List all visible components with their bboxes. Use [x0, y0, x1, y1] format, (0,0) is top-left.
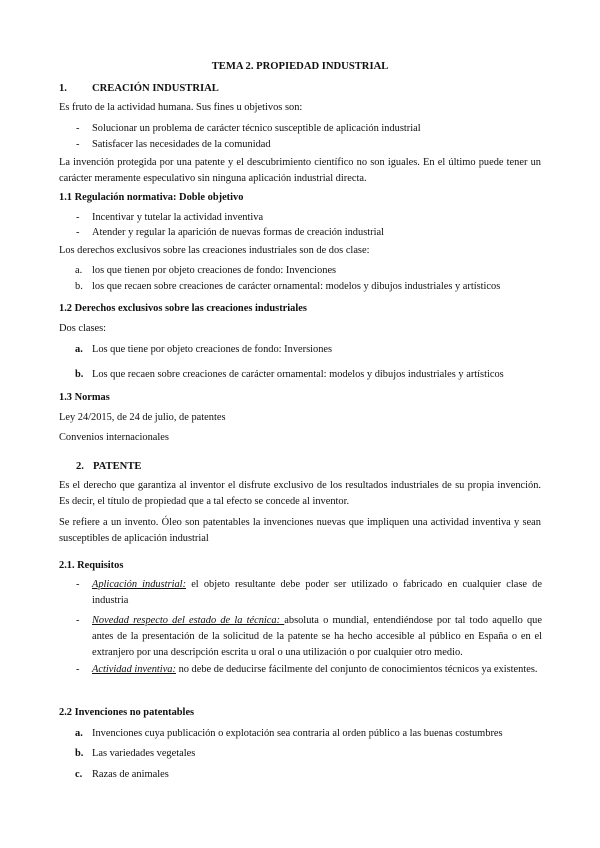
paragraph: Es fruto de la actividad humana. Sus fines u objetivos son: [59, 102, 303, 113]
subsection-heading: 2.1. Requisitos [59, 560, 124, 571]
paragraph: Es el derecho que garantiza al inventor el disfrute exclusivo de los resultados industriales de su propia invención. Es decir, el título de propiedad que a tal efecto se concede al inventor. [59, 480, 541, 507]
requirement-text: absoluta o mundial, entendiéndose por tal todo aquello que antes de la presentación de la solicitud de la patente se ha hecho accesible al público en España o en el extranjero por una descripción escrita u oral o una utilización o por cualquier otro medio. [92, 615, 542, 658]
paragraph: Convenios internacionales [59, 432, 169, 443]
bullet-item: Atender y regular la aparición de nuevas formas de creación industrial [92, 227, 384, 238]
bullet-item: Solucionar un problema de carácter técnico susceptible de aplicación industrial [92, 123, 421, 134]
list-item: Los que tiene por objeto creaciones de fondo: Inversiones [92, 344, 333, 355]
requirement-term: Novedad respecto del estado de la técnica: [92, 615, 285, 626]
bullet-dash: - [76, 227, 80, 238]
subsection-heading: 1.2 Derechos exclusivos sobre las creaciones industriales [59, 303, 307, 314]
paragraph: Los derechos exclusivos sobre las creaciones industriales son de dos clase: [59, 245, 370, 256]
list-item: Razas de animales [92, 769, 169, 780]
subsection-heading: 1.1 Regulación normativa: Doble objetivo [59, 192, 244, 203]
section-number: 1. [59, 83, 67, 94]
list-item: los que recaen sobre creaciones de carácter ornamental: modelos y dibujos industriales y artísticos [92, 281, 501, 292]
bullet-dash: - [76, 139, 80, 150]
list-item: Las variedades vegetales [92, 748, 196, 759]
list-letter: b. [75, 748, 84, 759]
document-title: TEMA 2. PROPIEDAD INDUSTRIAL [211, 61, 389, 72]
requirement-term: Aplicación industrial: [92, 579, 187, 590]
bullet-item: Satisfacer las necesidades de la comunidad [92, 139, 271, 150]
section-number: 2. [76, 461, 84, 472]
list-item: los que tienen por objeto creaciones de fondo: Invenciones [92, 265, 337, 276]
requirement-item [92, 662, 542, 678]
list-item: Invenciones cuya publicación o explotación sea contraria al orden público a las buenas costumbres [92, 728, 503, 739]
requirement-item [92, 613, 542, 661]
paragraph: Ley 24/2015, de 24 de julio, de patentes [59, 412, 226, 423]
paragraph: Se refiere a un invento. Óleo son patentables la invenciones nuevas que impliquen una actividad inventiva y sean susceptibles de aplicación industrial [59, 517, 541, 544]
paragraph: La invención protegida por una patente y el descubrimiento científico no son iguales. En el último puede tener un carácter meramente especulativo sin ninguna aplicación industrial directa. [59, 157, 541, 184]
paragraph: Dos clases: [59, 323, 107, 334]
bullet-dash: - [76, 615, 80, 626]
requirement-text: el objeto resultante debe poder ser utilizado o fabricado en cualquier clase de industria [92, 579, 542, 606]
section-2-heading [76, 461, 141, 472]
bullet-dash: - [76, 579, 80, 590]
list-letter: a. [75, 265, 83, 276]
section-title: PATENTE [93, 461, 142, 472]
list-letter: b. [75, 369, 84, 380]
bullet-item: Incentivar y tutelar la actividad inventiva [92, 212, 264, 223]
section-title: CREACIÓN INDUSTRIAL [92, 83, 219, 94]
list-letter: a. [75, 728, 83, 739]
requirement-item [92, 577, 542, 609]
subsection-heading: 1.3 Normas [59, 392, 110, 403]
subsection-heading: 2.2 Invenciones no patentables [59, 707, 195, 718]
bullet-dash: - [76, 123, 80, 134]
list-letter: a. [75, 344, 83, 355]
bullet-dash: - [76, 664, 80, 675]
bullet-dash: - [76, 212, 80, 223]
section-1-heading [59, 83, 219, 94]
requirement-text: no debe de deducirse fácilmente del conjunto de conocimientos técnicos ya existentes. [175, 664, 538, 675]
list-item: Los que recaen sobre creaciones de carácter ornamental: modelos y dibujos industriales y artísticos [92, 369, 504, 380]
list-letter: b. [75, 281, 83, 292]
list-letter: c. [75, 769, 83, 780]
requirement-term: Actividad inventiva: [92, 664, 176, 675]
